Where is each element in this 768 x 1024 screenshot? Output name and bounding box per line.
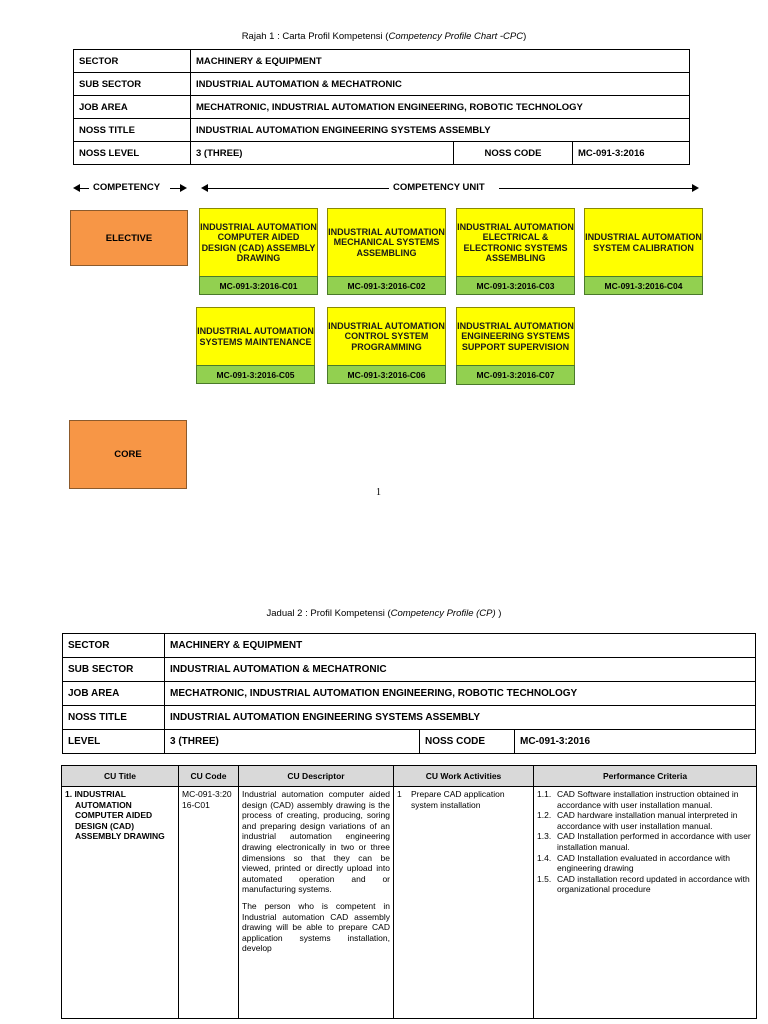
noss-code-value: MC-091-3:2016 bbox=[573, 142, 690, 165]
caption-text: Jadual 2 : Profil Kompetensi ( bbox=[266, 608, 391, 619]
cu-descriptor-paragraph: Industrial automation computer aided design (CAD) assembly drawing is the process of creating, producing, soring and preparing design variations of an industrial automation engineering drawing electronically in two or three dimensions so that they can be viewed, printed or directly upload into automated operation and or manufacturing systems. bbox=[242, 789, 390, 895]
criteria-number: 1.2. bbox=[537, 810, 552, 821]
caption-suffix: ) bbox=[523, 31, 527, 42]
subsector-label: SUB SECTOR bbox=[74, 73, 191, 96]
competency-arrow-label: COMPETENCY bbox=[93, 182, 161, 193]
cu-work-activities-cell bbox=[394, 787, 534, 1019]
level-label: LEVEL bbox=[63, 730, 165, 754]
page-number: 1 bbox=[376, 487, 381, 498]
caption-italic: Competency Profile (CP) bbox=[390, 608, 496, 619]
arrow-line bbox=[76, 188, 89, 189]
unit-c05-title: INDUSTRIAL AUTOMATION SYSTEMS MAINTENANCE bbox=[196, 307, 315, 366]
criteria-item bbox=[537, 874, 753, 895]
cpc-caption bbox=[0, 31, 768, 42]
caption-italic: Competency Profile Chart -CPC bbox=[388, 31, 524, 42]
performance-criteria-cell bbox=[534, 787, 757, 1019]
table-row bbox=[62, 787, 757, 1019]
nosstitle-label: NOSS TITLE bbox=[74, 119, 191, 142]
arrow-line bbox=[499, 188, 692, 189]
unit-c04-code: MC-091-3:2016-C04 bbox=[584, 276, 703, 295]
header-performance-criteria: Performance Criteria bbox=[534, 766, 757, 787]
work-activity-item bbox=[397, 789, 530, 810]
jobarea-label: JOB AREA bbox=[74, 96, 191, 119]
subsector-value: INDUSTRIAL AUTOMATION & MECHATRONIC bbox=[165, 658, 756, 682]
caption-text: Rajah 1 : Carta Profil Kompetensi ( bbox=[241, 31, 389, 42]
cp-caption bbox=[0, 608, 768, 619]
elective-box: ELECTIVE bbox=[70, 210, 188, 266]
unit-c02-code: MC-091-3:2016-C02 bbox=[327, 276, 446, 295]
criteria-text: CAD Installation performed in accordance with user installation manual. bbox=[557, 831, 751, 852]
criteria-text: CAD Software installation instruction obtained in accordance with user installation manual. bbox=[557, 789, 739, 810]
nosstitle-value: INDUSTRIAL AUTOMATION ENGINEERING SYSTEMS ASSEMBLY bbox=[165, 706, 756, 730]
cpc-info-table bbox=[73, 49, 690, 165]
noss-code-value: MC-091-3:2016 bbox=[515, 730, 756, 754]
unit-c05-code: MC-091-3:2016-C05 bbox=[196, 365, 315, 384]
header-cu-descriptor: CU Descriptor bbox=[239, 766, 394, 787]
work-activity-number: 1 bbox=[397, 789, 402, 799]
criteria-number: 1.3. bbox=[537, 831, 552, 842]
jobarea-label: JOB AREA bbox=[63, 682, 165, 706]
criteria-text: CAD hardware installation manual interpreted in accordance with user installation manual. bbox=[557, 810, 738, 831]
sector-value: MACHINERY & EQUIPMENT bbox=[165, 634, 756, 658]
subsector-value: INDUSTRIAL AUTOMATION & MECHATRONIC bbox=[191, 73, 690, 96]
criteria-number: 1.1. bbox=[537, 789, 552, 799]
criteria-item bbox=[537, 810, 753, 831]
cu-code: MC-091-3:2016-C01 bbox=[179, 787, 239, 1019]
criteria-text: CAD Installation evaluated in accordance with engineering drawing bbox=[557, 852, 730, 874]
unit-c07-title: INDUSTRIAL AUTOMATION ENGINEERING SYSTEMS SUPPORT SUPERVISION bbox=[456, 307, 575, 366]
cu-title-cell bbox=[62, 787, 179, 1019]
caption-suffix: ) bbox=[495, 608, 502, 619]
unit-c06-title: INDUSTRIAL AUTOMATION CONTROL SYSTEM PROGRAMMING bbox=[327, 307, 446, 366]
level-value: 3 (THREE) bbox=[191, 142, 454, 165]
noss-code-label: NOSS CODE bbox=[454, 142, 573, 165]
criteria-item bbox=[537, 853, 753, 874]
level-value: 3 (THREE) bbox=[165, 730, 420, 754]
nosstitle-value: INDUSTRIAL AUTOMATION ENGINEERING SYSTEMS ASSEMBLY bbox=[191, 119, 690, 142]
unit-c03-code: MC-091-3:2016-C03 bbox=[456, 276, 575, 295]
criteria-number: 1.5. bbox=[537, 873, 552, 884]
right-arrow-icon bbox=[692, 184, 699, 192]
sector-label: SECTOR bbox=[74, 50, 191, 73]
sector-value: MACHINERY & EQUIPMENT bbox=[191, 50, 690, 73]
work-activity-text: Prepare CAD application system installation bbox=[411, 789, 505, 810]
cp-info-table bbox=[62, 633, 756, 754]
unit-c02-title: INDUSTRIAL AUTOMATION MECHANICAL SYSTEMS ASSEMBLING bbox=[327, 208, 446, 277]
unit-c06-code: MC-091-3:2016-C06 bbox=[327, 365, 446, 384]
level-label: NOSS LEVEL bbox=[74, 142, 191, 165]
header-cu-title: CU Title bbox=[62, 766, 179, 787]
jobarea-value: MECHATRONIC, INDUSTRIAL AUTOMATION ENGINEERING, ROBOTIC TECHNOLOGY bbox=[165, 682, 756, 706]
core-box: CORE bbox=[69, 420, 187, 489]
unit-c04-title: INDUSTRIAL AUTOMATION SYSTEM CALIBRATION bbox=[584, 208, 703, 277]
table-header-row bbox=[62, 766, 757, 787]
criteria-number: 1.4. bbox=[537, 852, 552, 863]
cu-descriptor-paragraph: The person who is competent in Industrial automation CAD assembly drawing will be able to prepare CAD application systems installation, develop bbox=[242, 900, 390, 954]
sector-label: SECTOR bbox=[63, 634, 165, 658]
nosstitle-label: NOSS TITLE bbox=[63, 706, 165, 730]
arrow-line bbox=[204, 188, 389, 189]
unit-c07-code: MC-091-3:2016-C07 bbox=[456, 365, 575, 385]
criteria-text: CAD installation record updated in accordance with organizational procedure bbox=[557, 873, 750, 895]
competency-unit-arrow-label: COMPETENCY UNIT bbox=[393, 182, 485, 193]
subsector-label: SUB SECTOR bbox=[63, 658, 165, 682]
cu-title: 1. INDUSTRIAL AUTOMATION COMPUTER AIDED DESIGN (CAD) ASSEMBLY DRAWING bbox=[65, 789, 165, 842]
header-cu-work-activities: CU Work Activities bbox=[394, 766, 534, 787]
unit-c03-title: INDUSTRIAL AUTOMATION ELECTRICAL & ELECTRONIC SYSTEMS ASSEMBLING bbox=[456, 208, 575, 277]
criteria-item bbox=[537, 789, 753, 810]
unit-c01-title: INDUSTRIAL AUTOMATION COMPUTER AIDED DESIGN (CAD) ASSEMBLY DRAWING bbox=[199, 208, 318, 277]
criteria-item bbox=[537, 831, 753, 852]
header-cu-code: CU Code bbox=[179, 766, 239, 787]
unit-c01-code: MC-091-3:2016-C01 bbox=[199, 276, 318, 295]
jobarea-value: MECHATRONIC, INDUSTRIAL AUTOMATION ENGINEERING, ROBOTIC TECHNOLOGY bbox=[191, 96, 690, 119]
noss-code-label: NOSS CODE bbox=[420, 730, 515, 754]
cu-descriptor-cell bbox=[239, 787, 394, 1019]
right-arrow-icon bbox=[180, 184, 187, 192]
competency-profile-table bbox=[61, 765, 757, 1019]
